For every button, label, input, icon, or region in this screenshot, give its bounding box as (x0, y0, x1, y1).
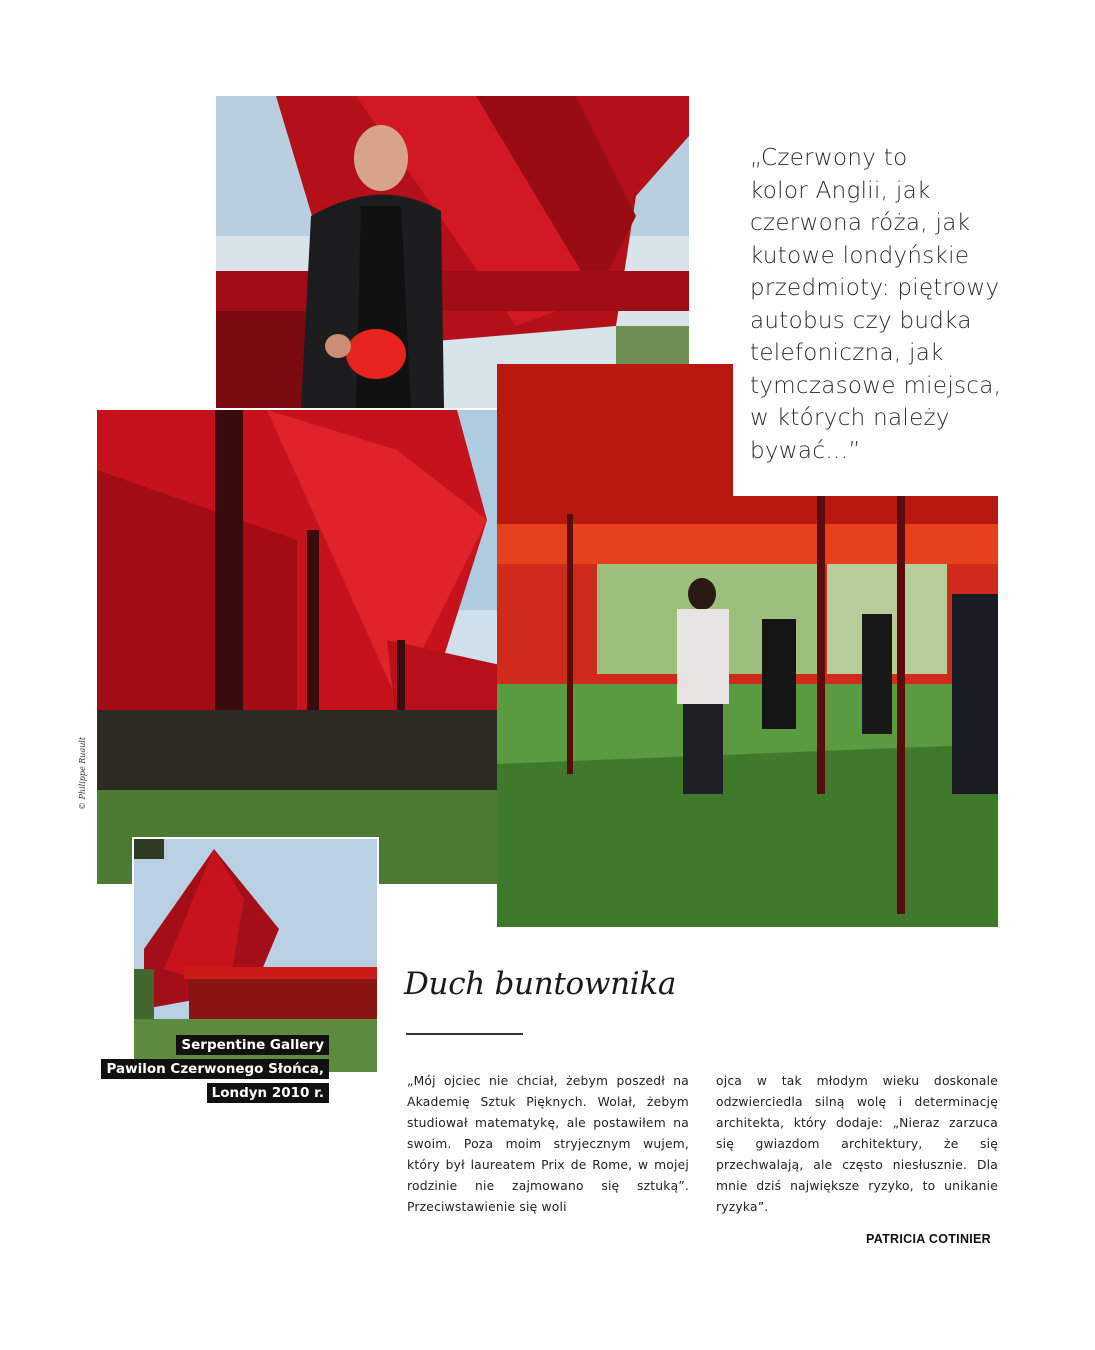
quote-line: tymczasowe miejsca, (750, 372, 1002, 399)
quote-line: czerwona róża, jak (750, 210, 971, 236)
article-author: PATRICIA COTINIER (866, 1232, 992, 1246)
quote-line: telefoniczna, jak (750, 340, 944, 366)
quote-line: kolor Anglii, jak (750, 177, 931, 204)
quote-line: „Czerwony to (750, 145, 908, 171)
architect-portrait-photo (216, 96, 689, 408)
article-column-1: „Mój ojciec nie chciał, żebym poszedł na Akademię Sztuk Pięknych. Wolał, żebym studiował matematykę, ale postawiłem na swoim. Poza moim stryjecznym wujem, który był laureatem Prix de Rome, w mojej rodzinie nie zajmowano się sztuką”. Przeciwstawienie się woli (407, 1074, 689, 1214)
pull-quote (750, 142, 1050, 467)
caption-pavilion: Pawilon Czerwonego Słońca, (101, 1059, 329, 1079)
quote-line: bywać…” (750, 437, 861, 464)
photo-credit: © Philippe Ruault (78, 736, 87, 810)
caption-location: Londyn 2010 r. (207, 1083, 329, 1103)
article-column-2: ojca w tak młodym wieku doskonale odzwierciedla silną wolę i determinację architekta, który dodaje: „Nieraz zarzuca się gwiazdom architektury, że się przechwalają, ale często niesłusznie. Dla mnie dziś największe ryzyko, to unikanie ryzyka”. (716, 1074, 998, 1214)
quote-line: autobus czy budka (750, 307, 972, 334)
quote-line: w których należy (750, 405, 950, 431)
heading-divider (406, 1033, 523, 1035)
quote-line: przedmioty: piętrowy (750, 275, 1000, 301)
quote-line: kutowe londyńskie (750, 242, 970, 269)
caption-gallery: Serpentine Gallery (176, 1035, 329, 1055)
article-heading: Duch buntownika (404, 966, 677, 1002)
